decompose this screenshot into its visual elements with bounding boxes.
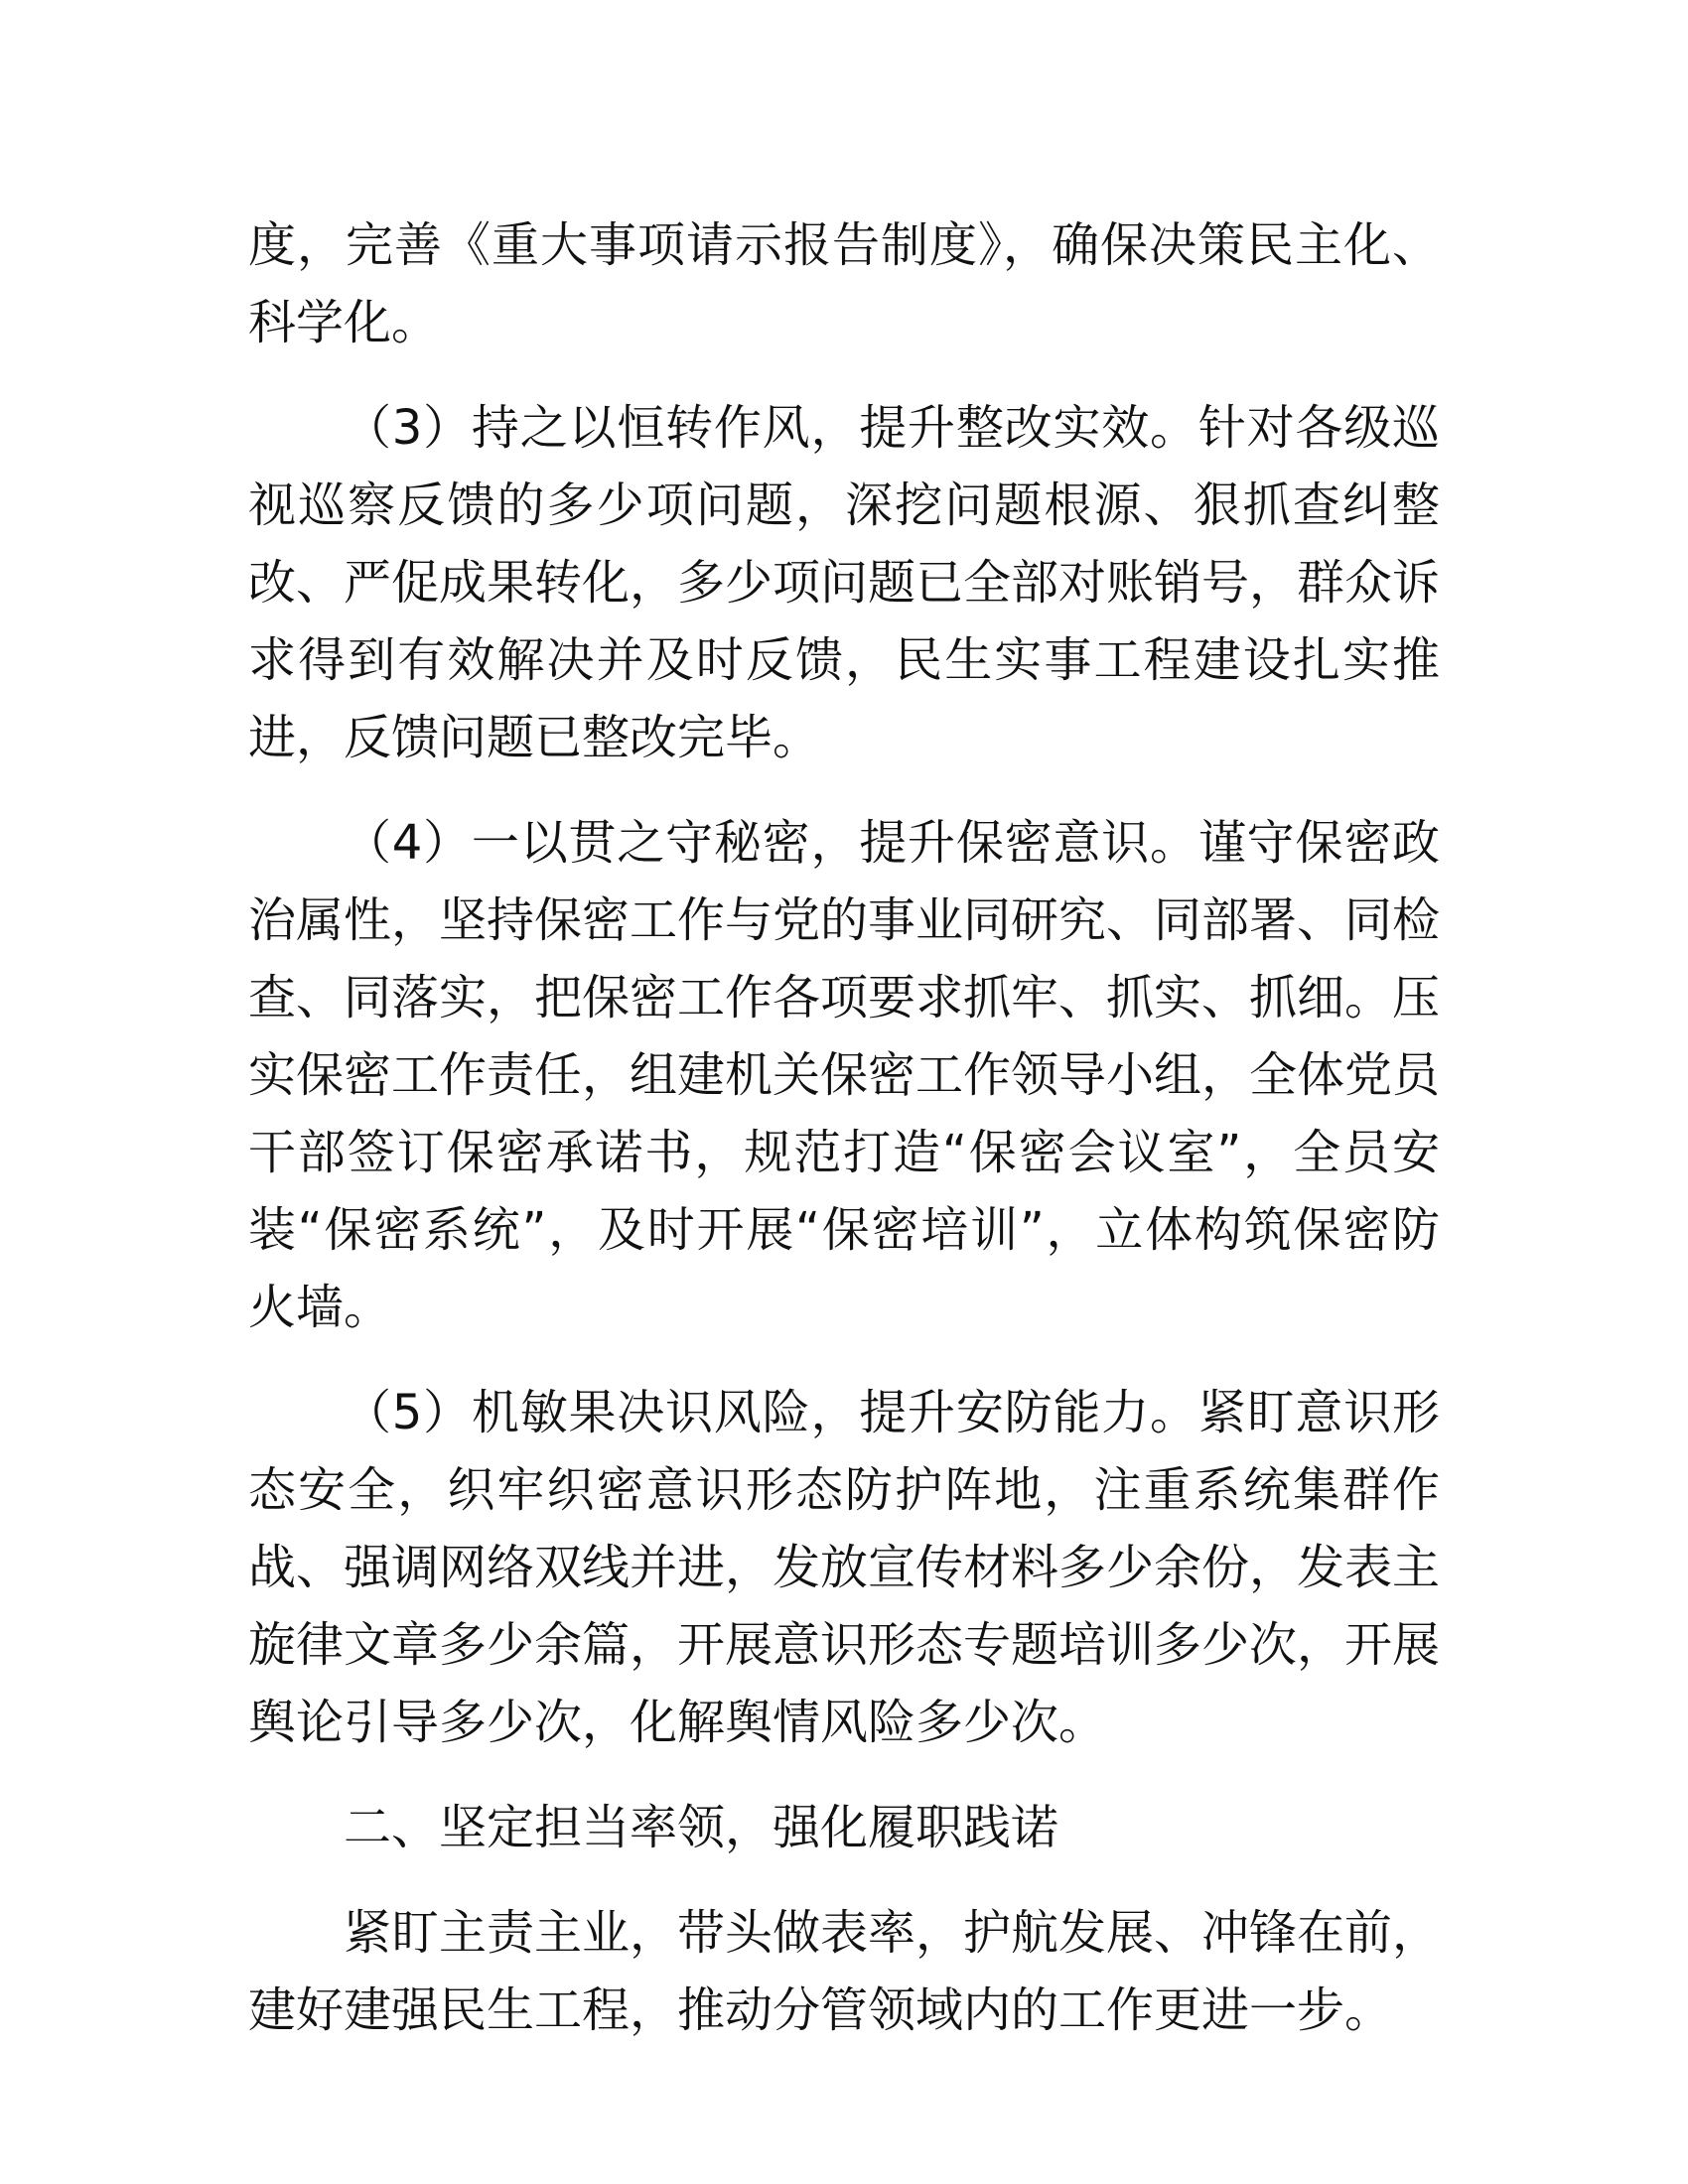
paragraph-item-3: （3）持之以恒转作风，提升整改实效。针对各级巡视巡察反馈的多少项问题，深挖问题根源、狠抓查纠整改、严促成果转化，多少项问题已全部对账销号，群众诉求得到有效解决并及时反馈，民生实事工程建设扎实推进，反馈问题已整改完毕。 xyxy=(248,400,1441,765)
paragraph-continuation: 度，完善《重大事项请示报告制度》，确保决策民主化、科学化。 xyxy=(248,217,1440,350)
document-body xyxy=(248,206,1440,2049)
paragraph-section-intro: 紧盯主责主业，带头做表率，护航发展、冲锋在前，建好建强民生工程，推动分管领域内的工作更进一步。 xyxy=(248,1905,1441,2038)
paragraph-item-4: （4）一以贯之守秘密，提升保密意识。谨守保密政治属性，坚持保密工作与党的事业同研究、同部署、同检查、同落实，把保密工作各项要求抓牢、抓实、抓细。压实保密工作责任，组建机关保密工作领导小组，全体党员干部签订保密承诺书，规范打造“保密会议室”，全员安装“保密系统”，及时开展“保密培训”，立体构筑保密防火墙。 xyxy=(248,815,1441,1335)
section-heading: 二、坚定担当率领，强化履职践诺 xyxy=(344,1800,1059,1855)
paragraph-item-5: （5）机敏果决识风险，提升安防能力。紧盯意识形态安全，织牢织密意识形态防护阵地，注重系统集群作战、强调网络双线并进，发放宣传材料多少余份，发表主旋律文章多少余篇，开展意识形态专题培训多少次，开展舆论引导多少次，化解舆情风险多少次。 xyxy=(248,1385,1441,1750)
